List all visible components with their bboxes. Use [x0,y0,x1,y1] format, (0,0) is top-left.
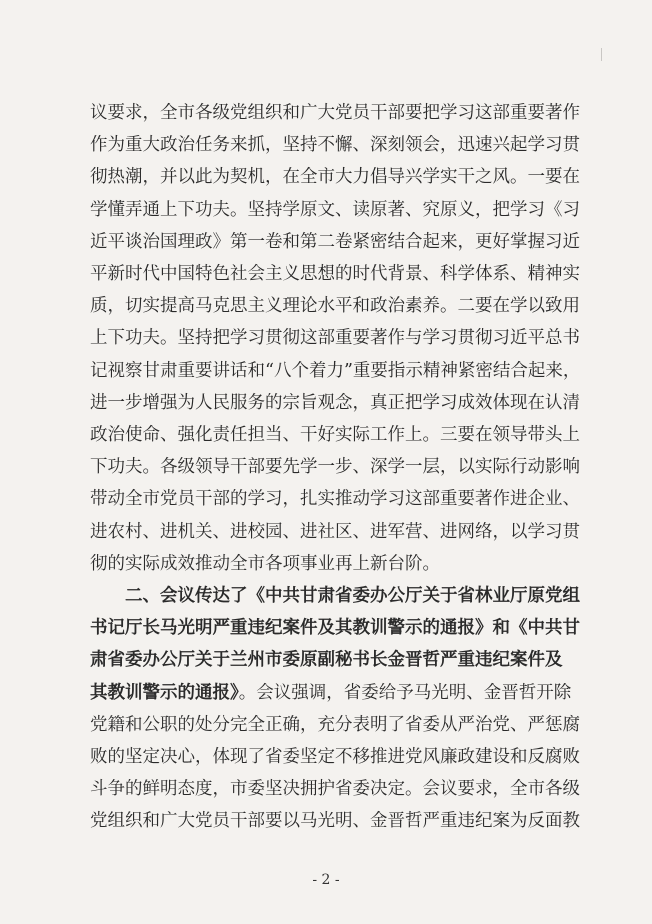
regular-segment: 。会议强调，省委给予马光明、金晋哲开除 [238,682,572,703]
text-line-bold: 书记厅长马光明严重违纪案件及其教训警示的通报》和《中共甘 [90,618,580,639]
page-number: - 2 - [312,872,340,888]
text-line-mixed [90,677,572,709]
text-line: 近平谈治国理政》第一卷和第二卷紧密结合起来，更好掌握习近 [90,231,580,252]
text-line: 带动全市党员干部的学习，扎实推动学习这部重要著作进企业、 [90,489,580,510]
bold-segment: 其教训警示的通报》 [90,682,239,703]
paragraph-1 [90,97,581,580]
paragraph-2 [90,580,580,838]
text-line: 党籍和公职的处分完全正确，充分表明了省委从严治党、严惩腐 [90,714,580,735]
text-line: 党组织和广大党员干部要以马光明、金晋哲严重违纪案为反面教 [90,811,580,832]
text-line: 记视察甘肃重要讲话和“八个着力”重要指示精神紧密结合起来， [90,360,581,381]
scan-mark [601,48,602,61]
text-line: 下功夫。各级领导干部要先学一步、深学一层，以实际行动影响 [90,457,580,478]
text-line: 斗争的鲜明态度，市委坚决拥护省委决定。会议要求，全市各级 [90,779,580,800]
text-line: 学懂弄通上下功夫。坚持学原文、读原著、究原义，把学习《习 [90,199,580,220]
text-line: 质，切实提高马克思主义理论水平和政治素养。二要在学以致用 [90,296,580,317]
text-line: 进农村、进机关、进校园、进社区、进军营、进网络，以学习贯 [90,521,580,542]
text-line: 上下功夫。坚持把学习贯彻这部重要著作与学习贯彻习近平总书 [90,328,580,349]
text-line: 败的坚定决心，体现了省委坚定不移推进党风廉政建设和反腐败 [90,747,580,768]
text-line: 平新时代中国特色社会主义思想的时代背景、科学体系、精神实 [90,264,580,285]
text-line: 进一步增强为人民服务的宗旨观念，真正把学习成效体现在认清 [90,392,580,413]
text-line: 彻热潮，并以此为契机，在全市大力倡导兴学实干之风。一要在 [90,167,580,188]
text-line-bold: 二、会议传达了《中共甘肃省委办公厅关于省林业厅原党组 [125,586,580,607]
text-line: 政治使命、强化责任担当、干好实际工作上。三要在领导带头上 [90,425,580,446]
text-line-bold: 肃省委办公厅关于兰州市委原副秘书长金晋哲严重违纪案件及 [90,650,563,671]
text-line: 议要求，全市各级党组织和广大党员干部要把学习这部重要著作 [90,103,580,123]
text-line: 彻的实际成效推动全市各项事业再上新台阶。 [90,553,440,574]
document-body [90,97,581,838]
text-line: 作为重大政治任务来抓，坚持不懈、深刻领会，迅速兴起学习贯 [90,135,580,156]
